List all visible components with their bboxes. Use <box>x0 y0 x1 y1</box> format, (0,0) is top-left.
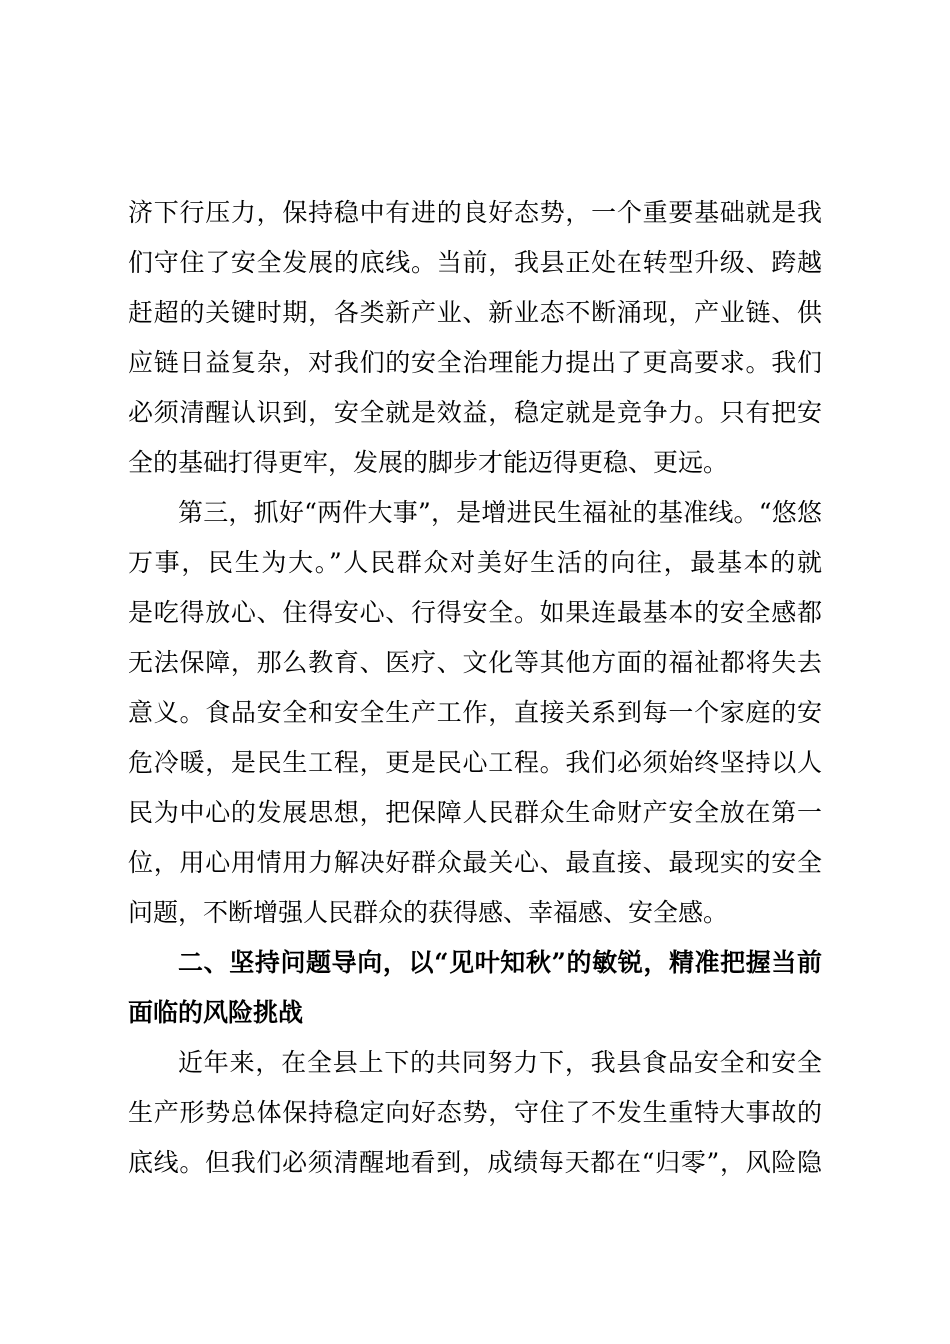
paragraph-2-line-5: 意义。食品安全和安全生产工作，直接关系到每一个家庭的安 <box>128 698 822 727</box>
paragraph-2-line-7: 民为中心的发展思想，把保障人民群众生命财产安全放在第一 <box>128 798 822 827</box>
paragraph-2-line-3: 是吃得放心、住得安心、行得安全。如果连最基本的安全感都 <box>128 598 822 627</box>
paragraph-2-line-9: 问题，不断增强人民群众的获得感、幸福感、安全感。 <box>128 898 729 927</box>
paragraph-1-line-5: 必须清醒认识到，安全就是效益，稳定就是竞争力。只有把安 <box>128 398 822 427</box>
paragraph-3-line-2: 生产形势总体保持稳定向好态势，守住了不发生重特大事故的 <box>128 1098 822 1127</box>
section-heading-line-2: 面临的风险挑战 <box>128 998 304 1027</box>
paragraph-2-line-2: 万事，民生为大。”人民群众对美好生活的向往，最基本的就 <box>128 548 822 577</box>
paragraph-2-line-6: 危冷暖，是民生工程，更是民心工程。我们必须始终坚持以人 <box>128 748 822 777</box>
paragraph-3-line-3: 底线。但我们必须清醒地看到，成绩每天都在“归零”，风险隐 <box>128 1148 822 1177</box>
paragraph-2-line-4: 无法保障，那么教育、医疗、文化等其他方面的福祉都将失去 <box>128 648 822 677</box>
paragraph-2-line-1: 第三，抓好“两件大事”，是增进民生福祉的基准线。“悠悠 <box>178 498 822 527</box>
section-heading-line-1: 二、坚持问题导向，以“见叶知秋”的敏锐，精准把握当前 <box>178 948 822 977</box>
paragraph-3-line-1: 近年来，在全县上下的共同努力下，我县食品安全和安全 <box>178 1048 822 1077</box>
paragraph-1-line-1: 济下行压力，保持稳中有进的良好态势，一个重要基础就是我 <box>128 198 822 227</box>
paragraph-1-line-2: 们守住了安全发展的底线。当前，我县正处在转型升级、跨越 <box>128 248 822 277</box>
paragraph-2-line-8: 位，用心用情用力解决好群众最关心、最直接、最现实的安全 <box>128 848 822 877</box>
paragraph-1-line-3: 赶超的关键时期，各类新产业、新业态不断涌现，产业链、供 <box>128 298 822 327</box>
paragraph-1-line-6: 全的基础打得更牢，发展的脚步才能迈得更稳、更远。 <box>128 448 729 477</box>
paragraph-1-line-4: 应链日益复杂，对我们的安全治理能力提出了更高要求。我们 <box>128 348 822 377</box>
